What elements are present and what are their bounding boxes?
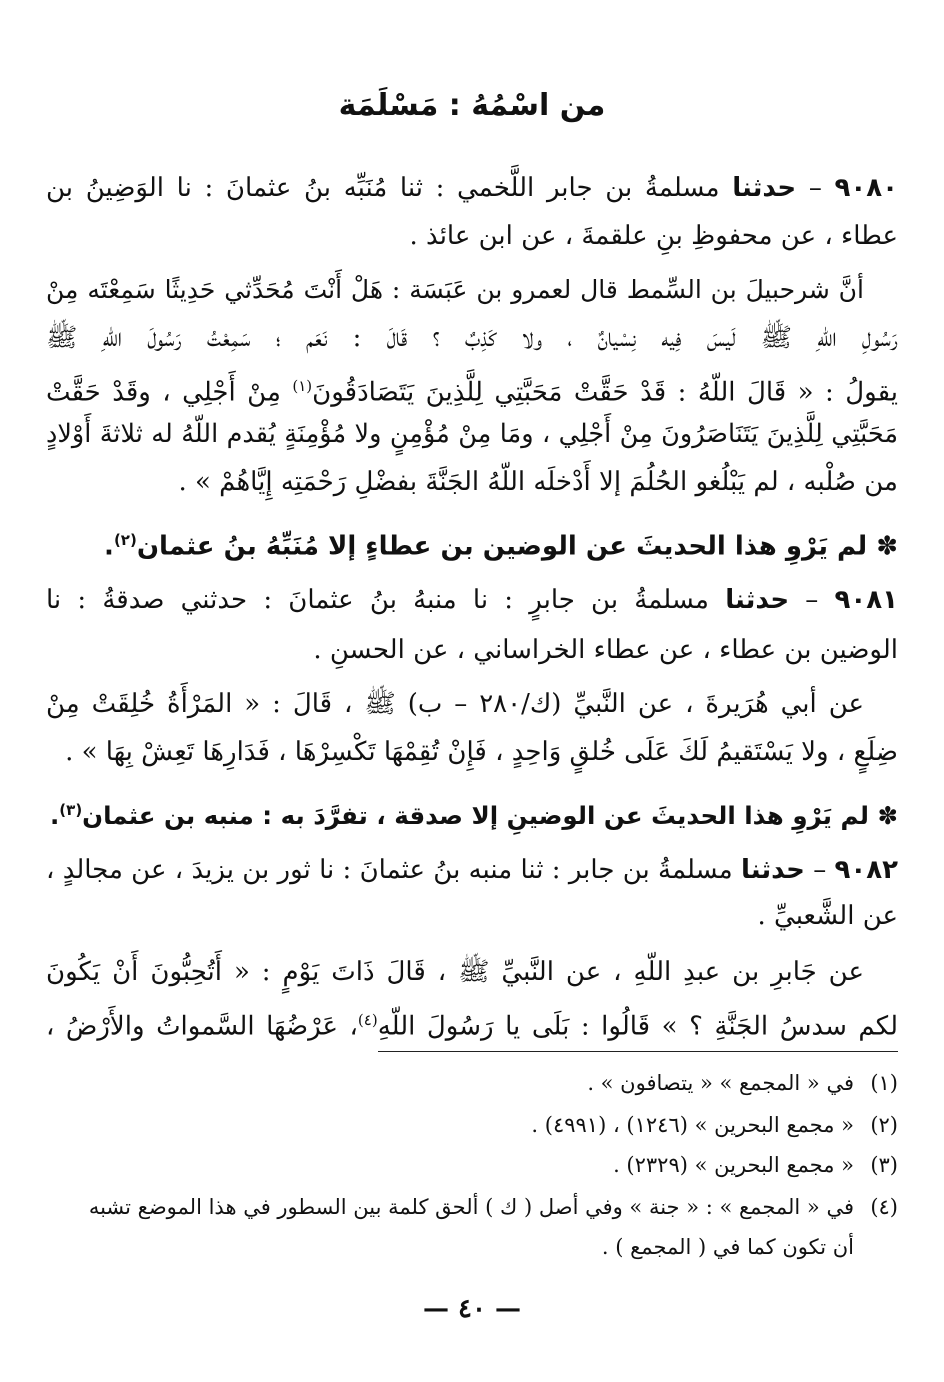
footnote-4-continuation: أن تكون كما في ( المجمع ) .	[601, 1235, 854, 1259]
footnote-mark: (٣)	[870, 1153, 898, 1177]
footnote-mark: (٤)	[870, 1195, 898, 1219]
footnote-divider	[378, 1051, 898, 1052]
footnote-mark: (١)	[870, 1071, 898, 1095]
isnad-text: مسلمةُ بن جابر اللَّخمي : ثنا مُنَبِّه بنُ عثمانَ : نا الوَضِينُ بن	[46, 173, 733, 203]
hadith-number: ٩٠٨٠	[834, 173, 898, 203]
comment-text: ✽ لم يَرْوِ هذا الحديثَ عن الوضين بن عطاءٍ إلا مُنَبِّهُ بنُ عثمان	[136, 531, 898, 562]
dash: –	[789, 585, 835, 615]
hadith-9080-matn-line-3	[46, 366, 898, 413]
hadith-9080-comment	[104, 520, 898, 567]
hadith-9082-matn-line-1: عن جَابرِ بن عبدِ اللّهِ ، عن النَّبيِّ ﷺ ، قَالَ ذَاتَ يَوْمٍ : « أَتُحِبُّونَ أَنْ يَكُونَ	[46, 957, 864, 987]
isnad-text: مسلمةُ بن جابر : ثنا منبه بنُ عثمانَ : نا ثور بن يزيدَ ، عن مجالدٍ ،	[46, 855, 742, 885]
hadith-9081-matn-line-1: عن أبي هُرَيرةَ ، عن النَّبيِّ (ك/٢٨٠ – ب) ﷺ ، قَالَ : « المَرْأَةُ خُلِقَتْ مِنْ	[46, 689, 864, 719]
footnote-ref-1: (١)	[292, 377, 313, 395]
footnote-text: في « المجمع » « يتصافون » .	[587, 1071, 854, 1095]
hadith-9081-matn-line-2: ضِلَعٍ ، ولا يَسْتَقيمُ لَكَ عَلَى خُلقٍ وَاحِدٍ ، فَإِنْ تُقِمْهَا تَكْسِرْهَا ، فَدَارِهَا تَعِشْ بِهَا » .	[65, 737, 898, 767]
section-heading: من اسْمُهُ : مَسْلَمَة	[338, 88, 606, 123]
dash: –	[804, 855, 835, 885]
dash: –	[796, 173, 835, 203]
comment-end: .	[49, 801, 60, 831]
footnote-mark: (٢)	[870, 1113, 898, 1137]
hadith-9081-comment	[50, 790, 898, 836]
matn-text: يقولُ : « قَالَ اللّهُ : قَدْ حَقَّتْ مَحَبَّتِي لِلَّذِينَ يَتَصَادَقُونَ	[312, 377, 898, 408]
hadith-9082-isnad-line-2: عن الشَّعبيِّ .	[757, 901, 898, 931]
matn-text: لكم سدسُ الجَنَّةِ ؟ » قَالُوا : بَلَى يا رَسُولَ اللّهِ	[377, 1011, 898, 1042]
haddathana-label: حدثنا	[732, 173, 797, 203]
footnote-text: في « المجمع » : « جنة » وفي أصل ( ك ) ألحق كلمة بين السطور في هذا الموضع تشبه	[88, 1195, 854, 1219]
hadith-9080-matn-line-1: أنَّ شرحبيلَ بن السِّمط قال لعمرو بن عَبَسَة : هَلْ أَنْتَ مُحَدِّثي حَدِيثًا سَمِعْتَه مِنْ	[46, 275, 864, 304]
hadith-9081-isnad-line-1	[46, 580, 898, 620]
footnote-3	[46, 1150, 898, 1180]
footnote-text: « مجمع البحرين » (١٢٤٦) ، (٤٩٩١) .	[531, 1113, 854, 1137]
hadith-9080-matn-line-5: من صُلْبه ، لم يَبْلُغو الحُلُمَ إلا أَدْخلَه اللّهُ الجَنَّةَ بفضْلِ رَحْمَتِه إِيَّاهُمْ » .	[178, 467, 898, 497]
haddathana-label: حدثنا	[741, 855, 805, 885]
matn-text: ، عَرْضُهَا السَّمواتُ والأَرْضُ ،	[46, 1011, 358, 1042]
footnote-2	[46, 1110, 898, 1140]
footnote-text: « مجمع البحرين » (٢٣٢٩) .	[613, 1153, 854, 1177]
footnote-4	[46, 1192, 898, 1222]
comment-end: .	[104, 531, 114, 562]
hadith-9081-isnad-line-2: الوضين بن عطاء ، عن عطاء الخراساني ، عن الحسنِ .	[313, 635, 898, 665]
footnote-ref-2: (٢)	[113, 531, 137, 549]
hadith-9080-matn-line-4: مَحَبَّتِي لِلَّذِينَ يَتَنَاصَرُونَ مِنْ أَجْلِي ، ومَا مِنْ مُؤْمِنٍ ولا مُؤْمِنَةٍ يُقدم اللّهُ له ثلاثةَ أَوْلادٍ	[46, 419, 898, 449]
hadith-9080-isnad-line-2: عطاء ، عن محفوظِ بنِ علقمةَ ، عن ابن عائذ .	[409, 221, 898, 251]
hadith-9080-matn-line-2: رَسُولِ اللّهِ ﷺ لَيسَ فِيه نِسْيانٌ ، ولا كَذِبٌ ؟ قَالَ : نَعَم ؛ سَمِعْتُ رَسُولَ اللّهِ ﷺ	[46, 323, 898, 353]
hadith-9082-matn-line-2	[46, 1000, 898, 1047]
hadith-9080-isnad-line-1	[46, 168, 898, 208]
isnad-text: مسلمةُ بن جابرٍ : نا منبهُ بنُ عثمانَ : حدثني صدقةُ : نا	[46, 585, 726, 615]
hadith-number: ٩٠٨١	[834, 585, 898, 615]
comment-text: ✽ لم يَرْوِ هذا الحديثَ عن الوضينِ إلا صدقة ، تفرَّدَ به : منبه بن عثمان	[82, 801, 898, 831]
matn-text: مِنْ أَجْلِي ، وقَدْ حَقَّتْ	[46, 377, 293, 408]
hadith-9082-isnad-line-1	[46, 850, 898, 890]
footnote-ref-4: (٤)	[357, 1011, 378, 1029]
hadith-number: ٩٠٨٢	[834, 855, 898, 885]
footnote-1	[46, 1068, 898, 1098]
haddathana-label: حدثنا	[725, 585, 790, 615]
footnote-ref-3: (٣)	[59, 801, 83, 819]
page-number: — ٤٠ —	[422, 1294, 522, 1324]
